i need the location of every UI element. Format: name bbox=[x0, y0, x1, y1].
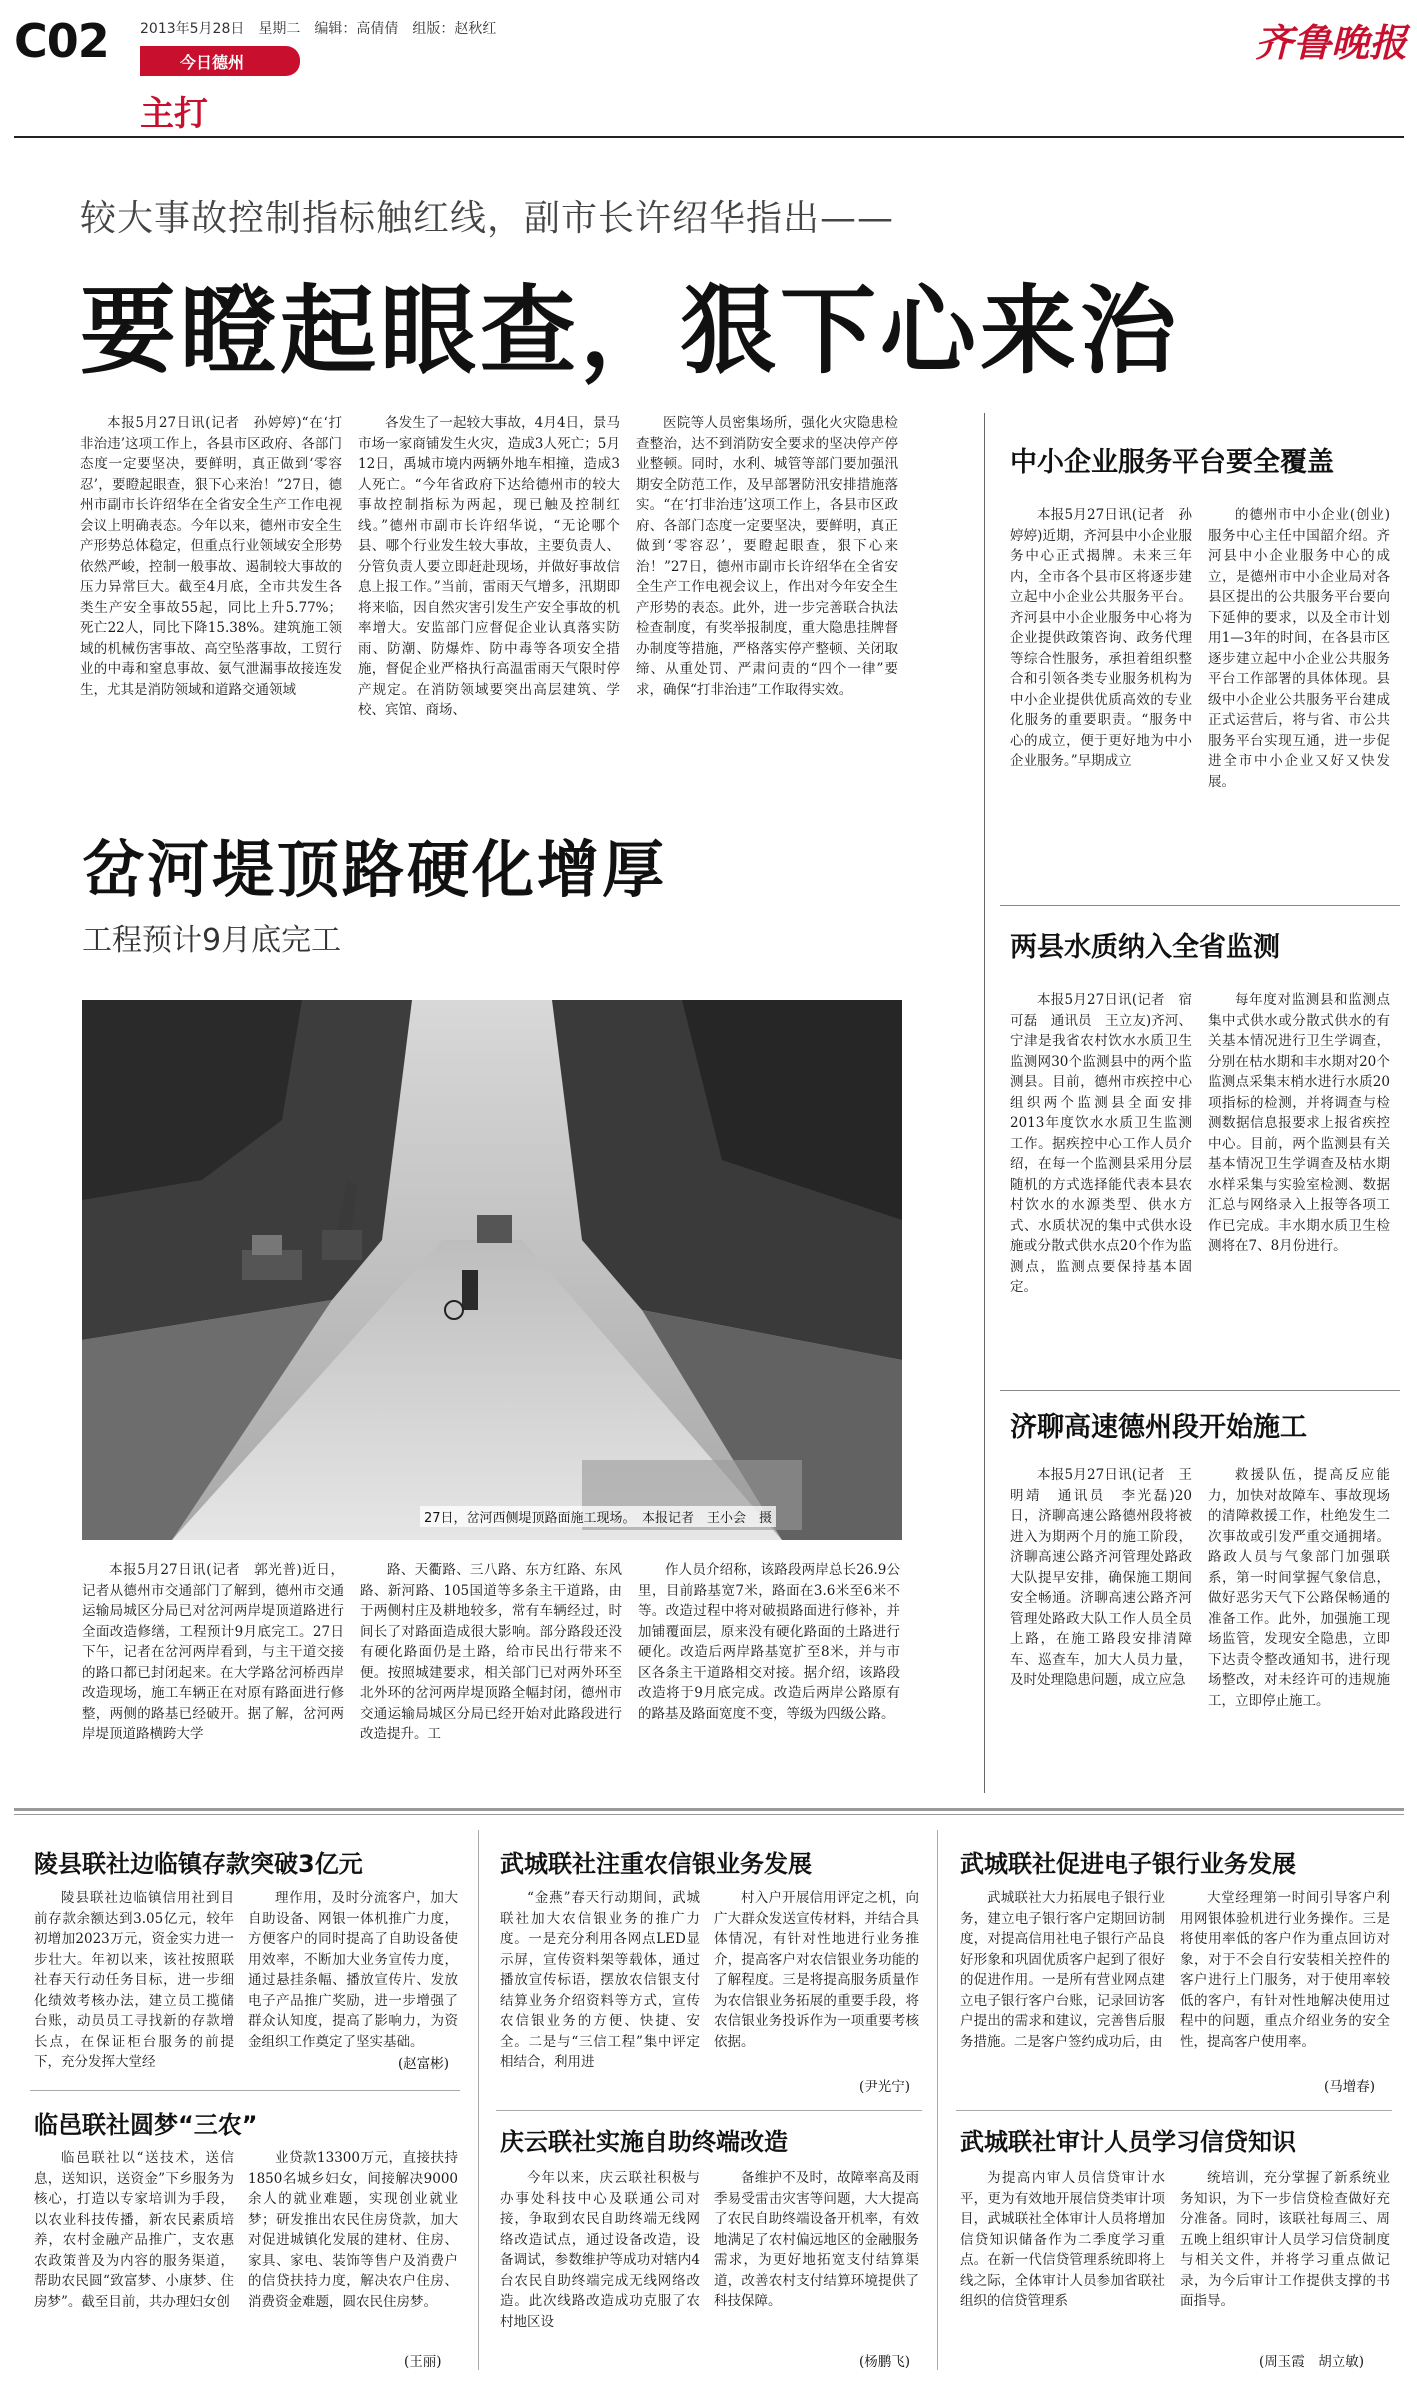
article-sme-column-1: 本报5月27日讯(记者 孙婷婷)近期，齐河县中小企业服务中心正式揭牌。未来三年内，全市各个县市区将逐步建立起中小企业公共服务平台。齐河县中小企业服务中心将为企业提供政策咨询、政务代理等综合性服务，承担着组织整合和引领各类专业服务机构为中小企业提供优质高效的专业化服务的重要职责。“服务中心的成立，便于更好地为中小企业服务。”早期成立 bbox=[1010, 507, 1192, 769]
lead-kicker: 较大事故控制指标触红线，副市长许绍华指出—— bbox=[80, 198, 895, 239]
bottom-article-2-column-1: 临邑联社以“送技术，送信息，送知识，送资金”下乡服务为核心，打造以专家培训为手段，以农业科技传播，新农民素质培养，农村金融产品推广，支农惠农政策普及为内容的服务渠道，帮助农民圆“致富梦、小康梦、住房梦”。截至目前，共办理妇女创 bbox=[34, 2150, 234, 2310]
bottom-band-rule-top bbox=[14, 1808, 1404, 1811]
bottom-article-6-column-1: 为提高内审人员信贷审计水平，更为有效地开展信贷类审计项目，武城联社全体审计人员将增加信贷知识储备作为二季度学习重点。在新一代信贷管理系统即将上线之际，全体审计人员参加省联社组织的信贷管理系 bbox=[960, 2170, 1165, 2309]
bottom-article-4-column-1: 今年以来，庆云联社积极与办事处科技中心及联通公司对接，争取到农民自助终端无线网络改造试点，通过设备改造，设备调试，参数维护等成功对辖内4台农民自助终端完成无线网络改造。此次线路改造成功克服了农村地区设 bbox=[500, 2170, 700, 2330]
section-tag-label: 今日德州 bbox=[180, 53, 245, 72]
bottom-article-3-author: (尹光宁) bbox=[855, 2075, 910, 2095]
bottom-article-5-column-2: 大堂经理第一时间引导客户利用网银体验机进行业务操作。三是将使用率低的客户作为重点回访对象，对于不会自行安装相关控件的客户进行上门服务，对于使用率较低的客户，有针对性地解决使用过程中的问题，重点介绍业务的安全性，提高客户使用率。 bbox=[1180, 1890, 1390, 2050]
article-highway-title: 济聊高速德州段开始施工 bbox=[1010, 1412, 1307, 1443]
bottom-band-rule-inner bbox=[14, 1814, 1404, 1815]
bottom-article-6-title: 武城联社审计人员学习信贷知识 bbox=[960, 2128, 1296, 2156]
lead-title: 要瞪起眼查，狠下心来治 bbox=[80, 275, 1180, 387]
road-title: 岔河堤顶路硬化增厚 bbox=[82, 833, 668, 906]
bottom-article-1-title: 陵县联社边临镇存款突破3亿元 bbox=[34, 1850, 363, 1878]
photo-caption: 27日，岔河西侧堤顶路面施工现场。 本报记者 王小会 摄 bbox=[420, 1506, 776, 1527]
article-water-column-2: 每年度对监测县和监测点集中式供水或分散式供水的有关基本情况进行卫生学调查，分别在枯水期和丰水期对20个监测点采集末梢水进行水质20项指标的检测，并将调查与检测数据信息报要求上报省疾控中心。目前，两个监测县有关基本情况卫生学调查及枯水期水样采集与实验室检测、数据汇总与网络录入上报等各项工作已完成。丰水期水质卫生检测将在7、8月份进行。 bbox=[1208, 992, 1390, 1254]
road-construction-photo bbox=[82, 1000, 902, 1540]
road-subtitle: 工程预计9月底完工 bbox=[82, 923, 342, 958]
bottom-article-2-column-2: 业贷款13300万元，直接扶持1850名城乡妇女，间接解决9000余人的就业难题，实现创业就业梦；研发推出农民住房贷款，加大对促进城镇化发展的建材、住房、家具、家电、装饰等售户及消费户的信贷扶持力度，解决农户住房、消费资金难题，圆农民住房梦。 bbox=[248, 2150, 458, 2310]
bottom-article-5-author: (马增春) bbox=[1320, 2075, 1375, 2095]
bottom-rule-center bbox=[496, 2110, 922, 2111]
bottom-article-4-title: 庆云联社实施自助终端改造 bbox=[500, 2128, 788, 2156]
article-sme-column-2: 的德州市中小企业(创业)服务中心主任中国韶介绍。齐河县中小企业服务中心的成立，是德州市中小企业局对各县区提出的公共服务平台要向下延伸的要求，以及全市计划用1—3年的时间，在各县市区逐步建立起中小企业公共服务平台工作部署的具体体现。县级中小企业公共服务平台建成正式运营后，将与省、市公共服务平台实现互通，进一步促进全市中小企业又好又快发展。 bbox=[1208, 507, 1390, 790]
lead-column-2: 各发生了一起较大事故，4月4日，景马市场一家商铺发生火灾，造成3人死亡；5月12日，禹城市境内两辆外地车相撞，造成3人死亡。“今年省政府下达给德州市的较大事故控制指标为两起，现已触及控制红线。”德州市副市长许绍华说，“无论哪个县、哪个行业发生较大事故，主要负责人、分管负责人要立即赶赴现场，并做好事故信息上报工作。”当前，雷雨天气增多，汛期即将来临，因自然灾害引发生产安全事故的机率增大。安监部门应督促企业认真落实防雨、防潮、防爆炸、防中毒等各项安全措施，督促企业严格执行高温雷雨天气限时停产规定。在消防领域要突出高层建筑、学校、宾馆、商场、 bbox=[358, 415, 620, 718]
bottom-article-5-column-1: 武城联社大力拓展电子银行业务，建立电子银行客户定期回访制度，对提高信用社电子银行产品良好形象和巩固优质客户起到了很好的促进作用。一是所有营业网点建立电子银行客户台账，记录回访客户提出的需求和建议，完善售后服务措施。二是客户签约成功后，由 bbox=[960, 1890, 1165, 2050]
bottom-rule-left bbox=[30, 2090, 460, 2091]
header-meta: 2013年5月28日 星期二 编辑：高倩倩 组版：赵秋红 bbox=[140, 21, 497, 37]
bottom-article-2-title: 临邑联社圆梦“三农” bbox=[34, 2111, 258, 2139]
bottom-article-3-title: 武城联社注重农信银业务发展 bbox=[500, 1850, 812, 1878]
bottom-article-3-column-2: 村入户开展信用评定之机，向广大群众发送宣传材料，并结合具体情况，有针对性地进行业务推介，提高客户对农信银业务功能的了解程度。三是将提高服务质量作为农信银业务拓展的重要手段，将农信银业务投诉作为一项重要考核依据。 bbox=[714, 1890, 919, 2050]
article-water-column-1: 本报5月27日讯(记者 宿可磊 通讯员 王立友)齐河、宁津是我省农村饮水水质卫生监测网30个监测县中的两个监测县。目前，德州市疾控中心组织两个监测县全面安排2013年度饮水水质卫生监测工作。据疾控中心工作人员介绍，在每一个监测县采用分层随机的方式选择能代表本县农村饮水的水源类型、供水方式、水质状况的集中式供水设施或分散式供水点20个作为监测点，监测点要保持基本固定。 bbox=[1010, 992, 1192, 1295]
brand-logo: 齐鲁晚报 bbox=[1255, 20, 1408, 65]
lead-column-3: 医院等人员密集场所，强化火灾隐患检查整治，达不到消防安全要求的坚决停产停业整顿。同时，水利、城管等部门要加强汛期安全防范工作，及早部署防汛安排措施落实。“在‘打非治违’这项工作上，各县市区政府、各部门态度一定要坚决，要鲜明，真正做到‘零容忍’，要瞪起眼查，狠下心来治！”27日，德州市副市长许绍华在全省安全生产工作电视会议上，作出对今年安全生产形势的表态。此外，进一步完善联合执法检查制度，有奖举报制度，重大隐患挂牌督办制度等措施，严格落实停产整顿、关闭取缔、从重处罚、严肃问责的“四个一律”要求，确保“打非治违”工作取得实效。 bbox=[636, 415, 898, 698]
bottom-article-1-column-2: 理作用，及时分流客户，加大自助设备、网银一体机推广力度，方便客户的同时提高了自助设备使用效率，不断加大业务宣传力度，通过悬挂条幅、播放宣传片、发放电子产品推广奖励，进一步增强了群众认知度，提高了影响力，为资金组织工作奠定了坚实基础。 bbox=[248, 1890, 458, 2050]
bottom-article-4-author: (杨鹏飞) bbox=[855, 2350, 910, 2370]
road-column-2: 路、天衢路、三八路、东方红路、东风路、新河路、105国道等多条主干道路，由于两侧村庄及耕地较多，常有车辆经过，时间长了对路面造成很大影响。部分路段还没有硬化路面仍是土路，给市民出行带来不便。按照城建要求，相关部门已对两外环至北外环的岔河两岸堤顶路全幅封闭，德州市交通运输局城区分局已经开始对此路段进行改造提升。工 bbox=[360, 1562, 622, 1742]
bottom-rule-right bbox=[956, 2110, 1392, 2111]
article-sme-title: 中小企业服务平台要全覆盖 bbox=[1010, 447, 1334, 478]
lead-column-1: 本报5月27日讯(记者 孙婷婷)“在‘打非治违’这项工作上，各县市区政府、各部门态度一定要坚决，要鲜明，真正做到‘零容忍’，要瞪起眼查，狠下心来治！”27日，德州市副市长许绍华在全省安全生产工作电视会议上明确表态。今年以来，德州市安全生产形势总体稳定，但重点行业领域安全形势依然严峻，控制一般事故、遏制较大事故的压力异常巨大。截至4月底，全市共发生各类生产安全事故55起，同比上升5.77%；死亡22人，同比下降15.38%。建筑施工领域的机械伤害事故、高空坠落事故，工贸行业的中毒和窒息事故、氨气泄漏事故接连发生，尤其是消防领域和道路交通领域 bbox=[80, 415, 342, 698]
photo-illustration bbox=[82, 1000, 902, 1540]
bottom-article-1-author: (赵富彬) bbox=[394, 2052, 449, 2072]
article-highway-column-2: 救援队伍，提高反应能力，加快对故障车、事故现场的清障救援工作，杜绝发生二次事故或引发严重交通拥堵。路政人员与气象部门加强联系，第一时间掌握气象信息，做好恶劣天气下公路保畅通的准备工作。此外，加强施工现场监管，发现安全隐患，立即下达责令整改通知书，进行现场整改，对未经许可的违规施工，立即停止施工。 bbox=[1208, 1467, 1390, 1709]
road-column-3: 作人员介绍称，该路段两岸总长26.9公里，目前路基宽7米，路面在3.6米至6米不等。改造过程中将对破损路面进行修补，并加铺覆面层，原来没有硬化路面的土路进行硬化。改造后两岸路基宽扩至8米，并与市区各条主干道路相交对接。据介绍，该路段改造将于9月底完成。改造后两岸公路原有的路基及路面宽度不变，等级为四级公路。 bbox=[638, 1562, 900, 1722]
section-title: 主打 bbox=[140, 94, 208, 134]
bottom-divider-1 bbox=[478, 1830, 479, 2370]
article-highway-column-1: 本报5月27日讯(记者 王明靖 通讯员 李光磊)20日，济聊高速公路德州段将被进入为期两个月的施工阶段，济聊高速公路齐河管理处路政大队提早安排，确保施工期间安全畅通。济聊高速公路齐河管理处路政大队工作人员全员上路，在施工路段安排清障车、巡查车，加大人员力量，及时处理隐患问题，成立应急 bbox=[1010, 1467, 1192, 1688]
bottom-article-4-column-2: 备维护不及时，故障率高及雨季易受雷击灾害等问题，大大提高了农民自助终端设备开机率，有效地满足了农村偏远地区的金融服务需求，为更好地拓宽支付结算渠道，改善农村支付结算环境提供了科技保障。 bbox=[714, 2170, 919, 2309]
page-number: C02 bbox=[14, 14, 109, 68]
bottom-article-1-column-1: 陵县联社边临镇信用社到目前存款余额达到3.05亿元，较年初增加2023万元，资金实力进一步壮大。年初以来，该社按照联社春天行动任务目标，进一步细化绩效考核办法，建立员工揽储台账，动员员工寻找新的存款增长点，在保证柜台服务的前提下，充分发挥大堂经 bbox=[34, 1890, 234, 2070]
right-column-divider bbox=[984, 413, 985, 1793]
bottom-divider-2 bbox=[937, 1830, 938, 2370]
right-rule-2 bbox=[1000, 1390, 1400, 1391]
header-rule bbox=[14, 136, 1404, 138]
road-column-1: 本报5月27日讯(记者 郭光普)近日，记者从德州市交通部门了解到，德州市交通运输局城区分局已对岔河两岸堤顶道路进行全面改造修缮，工程预计9月底完工。27日下午，记者在岔河两岸看到，与主干道交接的路口都已封闭起来。在大学路岔河桥西岸改造现场，施工车辆正在对原有路面进行修整，两侧的路基已经破开。据了解，岔河两岸堤顶道路横跨大学 bbox=[82, 1562, 344, 1742]
bottom-article-3-column-1: “金燕”春天行动期间，武城联社加大农信银业务的推广力度。一是充分利用各网点LED显示屏，宣传资料架等载体，通过播放宣传标语，摆放农信银支付结算业务介绍资料等方式，宣传农信银业务的方便、快捷、安全。二是与“三信工程”集中评定相结合，利用进 bbox=[500, 1890, 700, 2070]
article-water-title: 两县水质纳入全省监测 bbox=[1010, 932, 1280, 963]
bottom-article-6-column-2: 统培训，充分掌握了新系统业务知识，为下一步信贷检查做好充分准备。同时，该联社每周三、周五晚上组织审计人员学习信贷制度与相关文件，并将学习重点做记录，为今后审计工作提供支撑的书面指导。 bbox=[1180, 2170, 1390, 2309]
bottom-article-6-author: (周玉霞 胡立敏) bbox=[1255, 2350, 1364, 2370]
bottom-article-2-author: (王丽) bbox=[400, 2350, 442, 2370]
right-rule-1 bbox=[1000, 905, 1400, 906]
bottom-article-5-title: 武城联社促进电子银行业务发展 bbox=[960, 1850, 1296, 1878]
